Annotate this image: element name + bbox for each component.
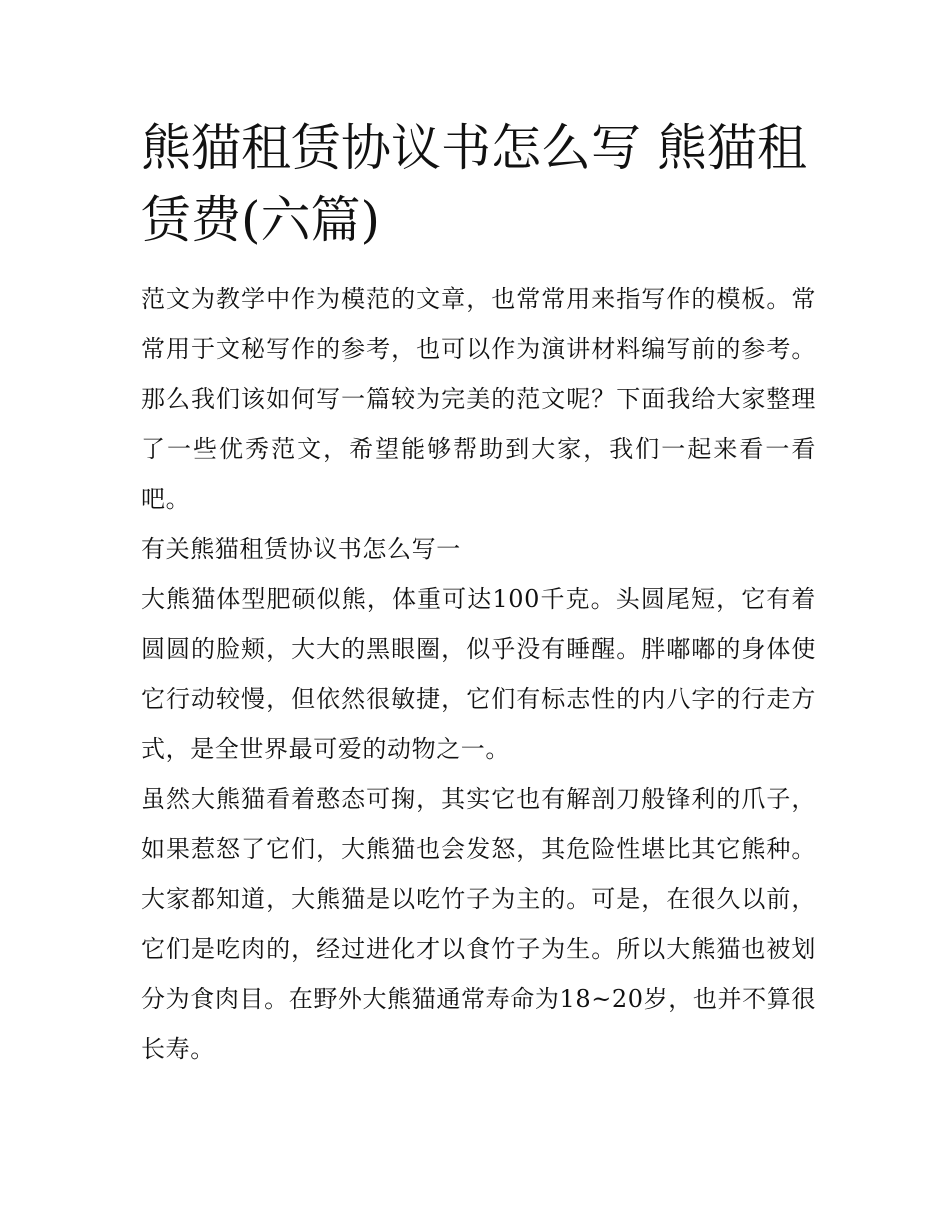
document-body (141, 112, 816, 1074)
intro-paragraph: 范文为教学中作为模范的文章，也常常用来指写作的模板。常常用于文秘写作的参考，也可以作为演讲材料编写前的参考。那么我们该如何写一篇较为完美的范文呢？下面我给大家整理了一些优秀范文，希望能够帮助到大家，我们一起来看一看吧。 (141, 285, 816, 513)
body-paragraph: 虽然大熊猫看着憨态可掬，其实它也有解剖刀般锋利的爪子，如果惹怒了它们，大熊猫也会发怒，其危险性堪比其它熊种。大家都知道，大熊猫是以吃竹子为主的。可是，在很久以前，它们是吃肉的，经过进化才以食竹子为生。所以大熊猫也被划分为食肉目。在野外大熊猫通常寿命为18~20岁，也并不算很长寿。 (141, 785, 816, 1063)
page-title: 熊猫租赁协议书怎么写 熊猫租赁费(六篇) (141, 119, 807, 249)
section-heading: 有关熊猫租赁协议书怎么写一 (141, 535, 461, 563)
body-paragraph: 大熊猫体型肥硕似熊，体重可达100千克。头圆尾短，它有着圆圆的脸颊，大大的黑眼圈，似乎没有睡醒。胖嘟嘟的身体使它行动较慢，但依然很敏捷，它们有标志性的内八字的行走方式，是全世界最可爱的动物之一。 (141, 585, 816, 763)
